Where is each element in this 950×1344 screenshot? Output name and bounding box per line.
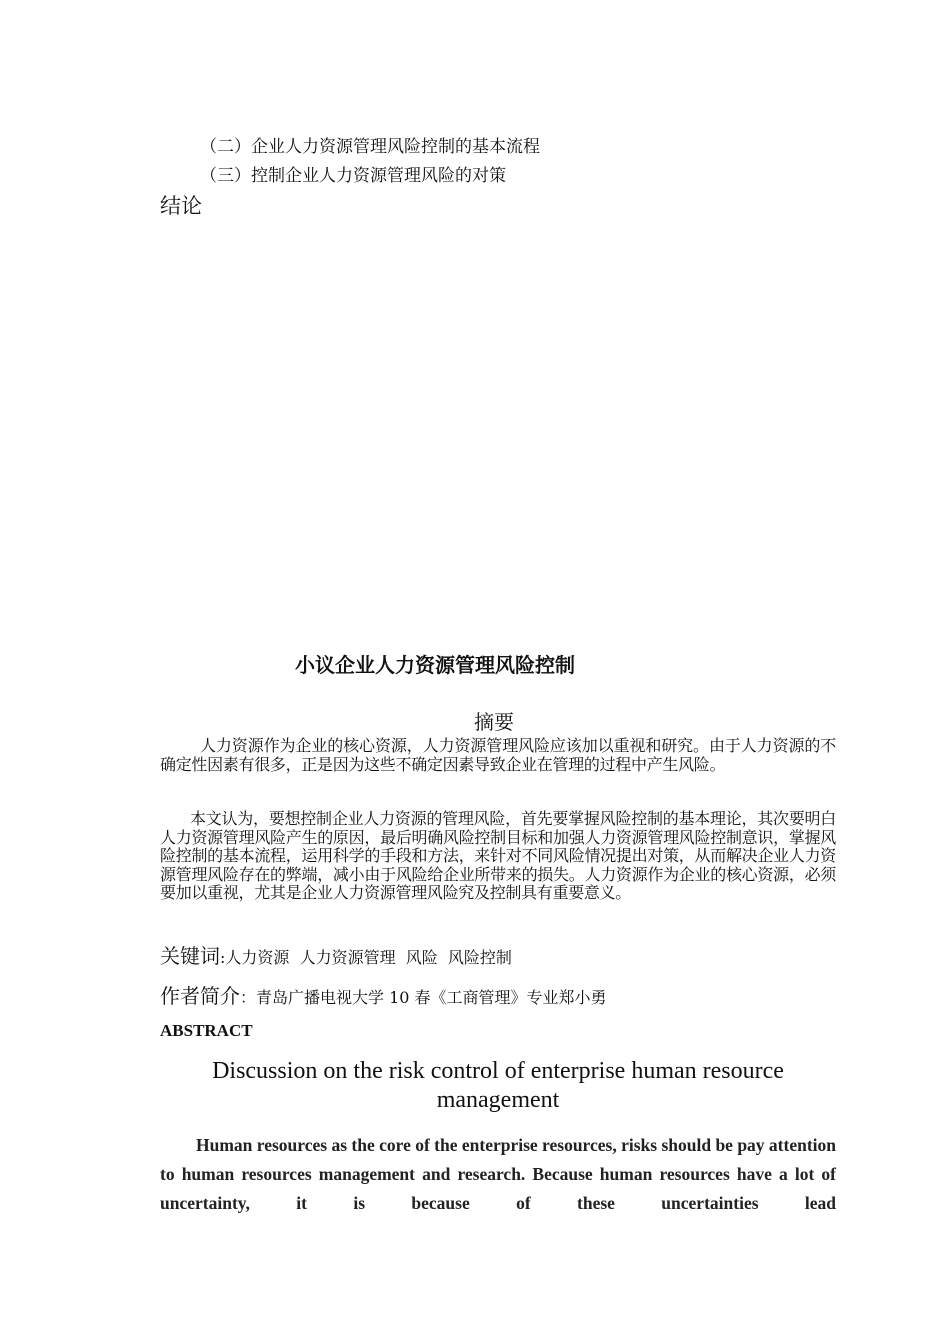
author-label: 作者简介 [160,984,240,1008]
author-separator: ： [240,988,257,1007]
paper-title-english: Discussion on the risk control of enterprise human resource management [212,1058,784,1113]
abstract-english-label: ABSTRACT [160,1021,253,1040]
toc-conclusion-heading: 结论 [160,194,202,218]
toc-item-countermeasures: （三）控制企业人力资源管理风险的对策 [200,166,506,186]
keywords-separator: : [220,948,226,967]
keywords-line [160,940,512,969]
toc-item-basic-process: （二）企业人力资源管理风险控制的基本流程 [200,137,540,157]
abstract-paragraph-2: 本文认为，要想控制企业人力资源的管理风险，首先要掌握风险控制的基本理论，其次要明白人力资源管理风险产生的原因，最后明确风险控制目标和加强人力资源管理风险控制意识，掌握风险控制的基本流程，运用科学的手段和方法，来针对不同风险情况提出对策，从而解决企业人力资源管理风险存在的弊端，减小由于风险给企业所带来的损失。人力资源作为企业的核心资源，必须要加以重视，尤其是企业人力资源管理风险究及控制具有重要意义。 [160,809,836,902]
keywords-label: 关键词 [160,944,220,968]
author-value: 青岛广播电视大学 10 春《工商管理》专业郑小勇 [256,988,607,1007]
abstract-english-paragraph: Human resources as the core of the enterprise resources, risks should be pay attention to human resources management and research. Because human resources have a lot of uncertainty, it is because of these uncertainties lead [160,1135,837,1213]
paper-title-chinese: 小议企业人力资源管理风险控制 [295,653,575,677]
author-line [160,980,607,1009]
abstract-paragraph-1: 人力资源作为企业的核心资源，人力资源管理风险应该加以重视和研究。由于人力资源的不确定性因素有很多，正是因为这些不确定因素导致企业在管理的过程中产生风险。 [160,736,836,774]
abstract-heading: 摘要 [474,710,514,734]
keywords-value: 人力资源 人力资源管理 风险 风险控制 [225,948,512,967]
